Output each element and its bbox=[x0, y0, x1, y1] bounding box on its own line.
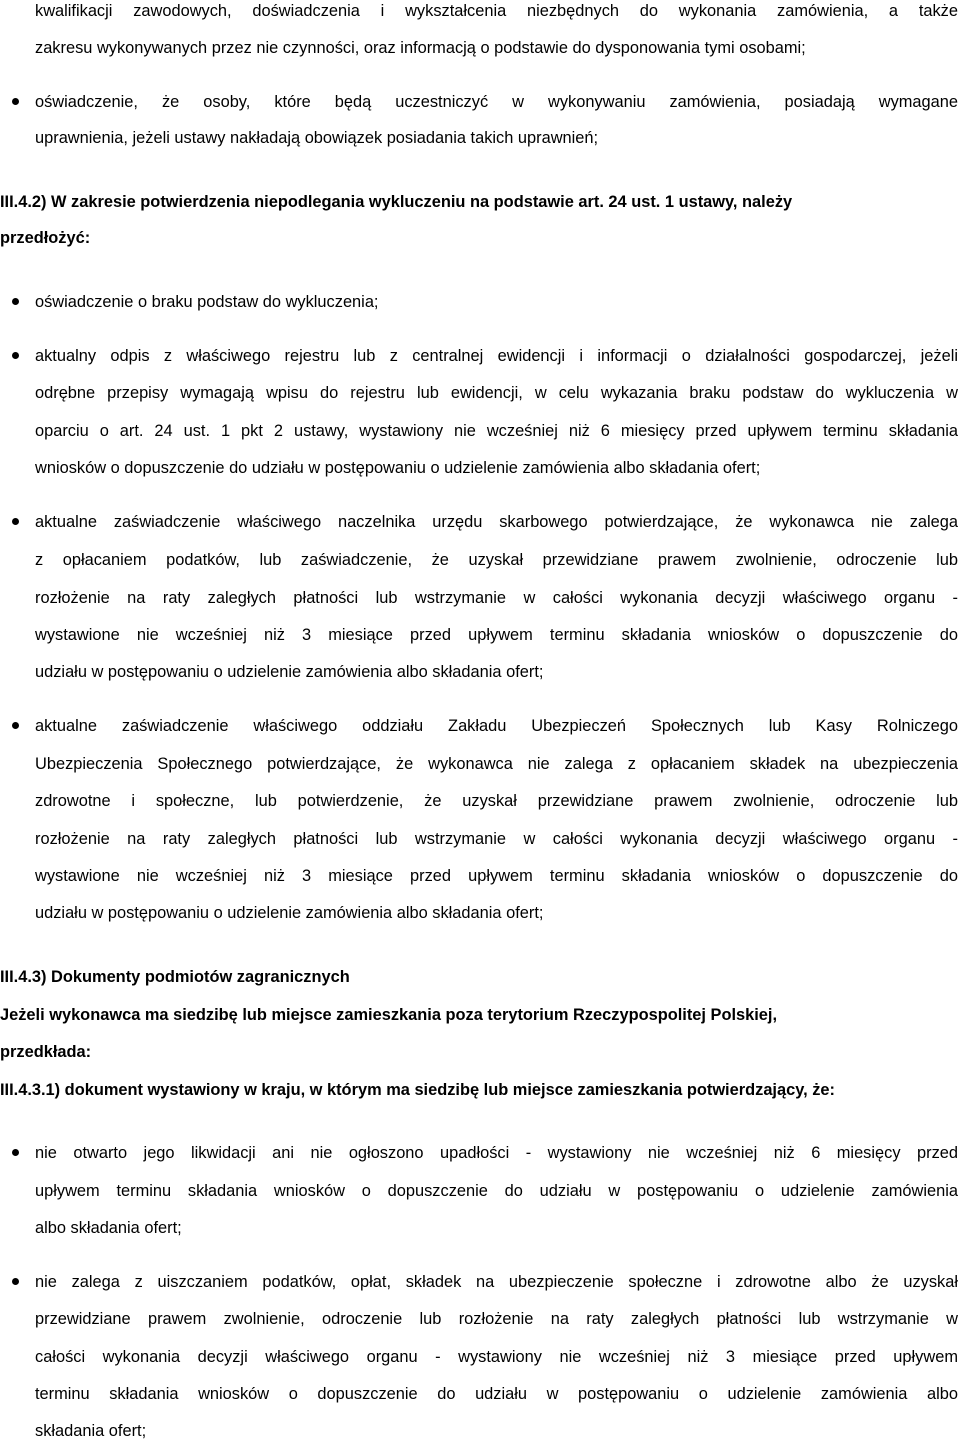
text-line: Ubezpieczenia Społecznego potwierdzające, że wykonawca nie zalega z opłacaniem składek na ubezpieczenia bbox=[35, 755, 958, 773]
text-line: kwalifikacji zawodowych, doświadczenia i wykształcenia niezbędnych do wykonania zamówienia, a także bbox=[35, 2, 958, 20]
text-line: terminu składania wniosków o dopuszczenie do udziału w postępowaniu o udzielenie zamówienia albo bbox=[35, 1385, 958, 1403]
text-line: oświadczenie o braku podstaw do wykluczenia; bbox=[35, 293, 379, 311]
heading-line: III.4.3.1) dokument wystawiony w kraju, w którym ma siedzibę lub miejsce zamieszkania potwierdzający, że: bbox=[0, 1081, 835, 1099]
text-line: wniosków o dopuszczenie do udziału w postępowaniu o udzielenie zamówienia albo składania ofert; bbox=[35, 459, 761, 477]
text-line: oparciu o art. 24 ust. 1 pkt 2 ustawy, wystawiony nie wcześniej niż 6 miesięcy przed upływem terminu składania bbox=[35, 422, 958, 440]
text-line: aktualne zaświadczenie właściwego naczelnika urzędu skarbowego potwierdzające, że wykonawca nie zalega bbox=[35, 513, 958, 531]
bullet-icon bbox=[12, 722, 19, 729]
text-line: oświadczenie, że osoby, które będą uczestniczyć w wykonywaniu zamówienia, posiadają wymagane bbox=[35, 93, 958, 111]
text-line: udziału w postępowaniu o udzielenie zamówienia albo składania ofert; bbox=[35, 663, 544, 681]
text-line: zakresu wykonywanych przez nie czynności, oraz informacją o podstawie do dysponowania tymi osobami; bbox=[35, 39, 806, 57]
heading-line: III.4.2) W zakresie potwierdzenia niepodlegania wykluczeniu na podstawie art. 24 ust. 1 ustawy, należy bbox=[0, 193, 793, 211]
text-line: odrębne przepisy wymagają wpisu do rejestru lub ewidencji, w celu wykazania braku podstaw do wykluczenia w bbox=[35, 384, 958, 402]
text-line: uprawnienia, jeżeli ustawy nakładają obowiązek posiadania takich uprawnień; bbox=[35, 129, 599, 147]
text-line: zdrowotne i społeczne, lub potwierdzenie, że uzyskał przewidziane prawem zwolnienie, odroczenie lub bbox=[35, 792, 958, 810]
heading-line: przedłożyć: bbox=[0, 229, 91, 247]
text-line: nie zalega z uiszczaniem podatków, opłat, składek na ubezpieczenie społeczne i zdrowotne albo że uzyskał bbox=[35, 1273, 958, 1291]
text-line: aktualny odpis z właściwego rejestru lub z centralnej ewidencji i informacji o działalności gospodarczej, jeżeli bbox=[35, 347, 958, 365]
bullet-icon bbox=[12, 298, 19, 305]
text-line: udziału w postępowaniu o udzielenie zamówienia albo składania ofert; bbox=[35, 904, 544, 922]
bullet-icon bbox=[12, 1149, 19, 1156]
text-line: wystawione nie wcześniej niż 3 miesiące przed upływem terminu składania wniosków o dopuszczenie do bbox=[35, 626, 958, 644]
heading-line: III.4.3) Dokumenty podmiotów zagranicznych bbox=[0, 968, 350, 986]
text-line: aktualne zaświadczenie właściwego oddziału Zakładu Ubezpieczeń Społecznych lub Kasy Rolniczego bbox=[35, 717, 958, 735]
bullet-icon bbox=[12, 352, 19, 359]
bullet-icon bbox=[12, 1278, 19, 1285]
bullet-icon bbox=[12, 518, 19, 525]
text-line: rozłożenie na raty zaległych płatności lub wstrzymanie w całości wykonania decyzji właściwego organu - bbox=[35, 830, 958, 848]
text-line: przewidziane prawem zwolnienie, odroczenie lub rozłożenie na raty zaległych płatności lub wstrzymanie w bbox=[35, 1310, 958, 1328]
text-line: wystawione nie wcześniej niż 3 miesiące przed upływem terminu składania wniosków o dopuszczenie do bbox=[35, 867, 958, 885]
heading-line: Jeżeli wykonawca ma siedzibę lub miejsce zamieszkania poza terytorium Rzeczypospolitej Polskiej, bbox=[0, 1006, 778, 1024]
text-line: nie otwarto jego likwidacji ani nie ogłoszono upadłości - wystawiony nie wcześniej niż 6 miesięcy przed bbox=[35, 1144, 958, 1162]
text-line: z opłacaniem podatków, lub zaświadczenie, że uzyskał przewidziane prawem zwolnienie, odroczenie lub bbox=[35, 551, 958, 569]
text-line: całości wykonania decyzji właściwego organu - wystawiony nie wcześniej niż 3 miesiące przed upływem bbox=[35, 1348, 958, 1366]
text-line: albo składania ofert; bbox=[35, 1219, 182, 1237]
text-line: upływem terminu składania wniosków o dopuszczenie do udziału w postępowaniu o udzielenie zamówienia bbox=[35, 1182, 958, 1200]
text-line: rozłożenie na raty zaległych płatności lub wstrzymanie w całości wykonania decyzji właściwego organu - bbox=[35, 589, 958, 607]
heading-line: przedkłada: bbox=[0, 1043, 92, 1061]
bullet-icon bbox=[12, 98, 19, 105]
text-line: składania ofert; bbox=[35, 1422, 147, 1440]
